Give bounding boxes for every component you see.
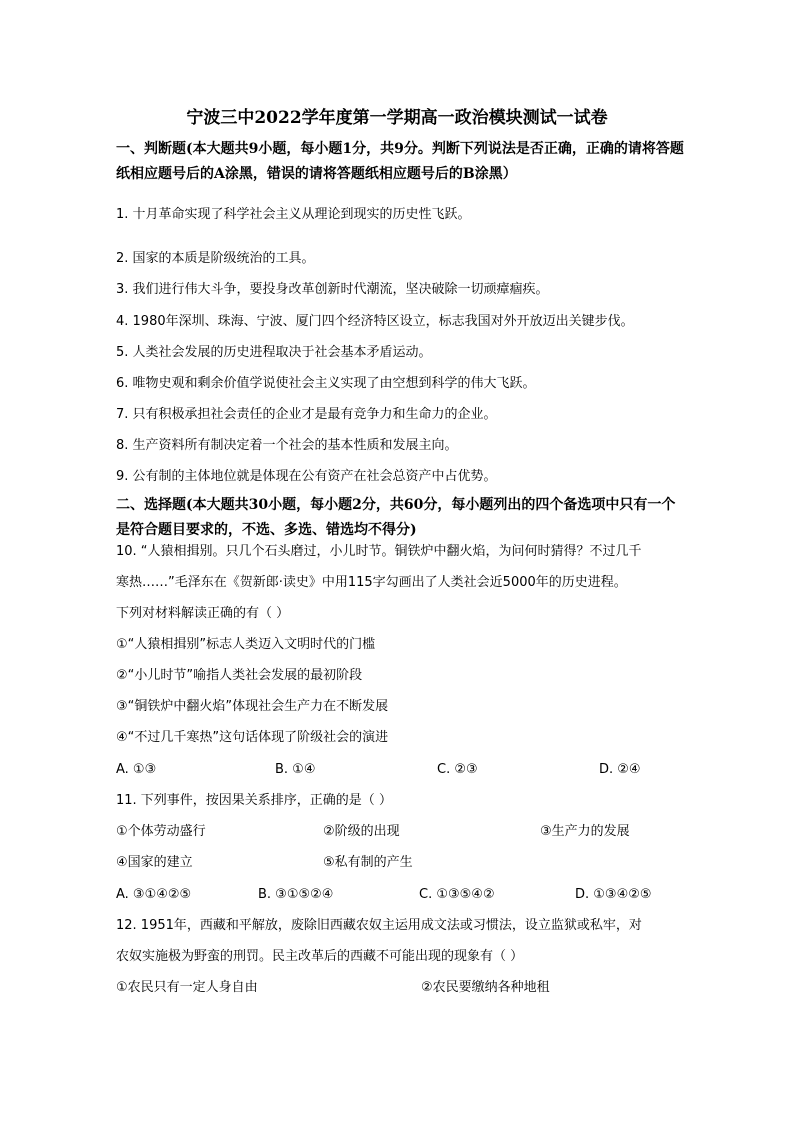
q10-option-b: B. ①④ (275, 762, 316, 777)
section1-heading: 一、判断题(本大题共9小题，每小题1分，共9分。判断下列说法是否正确，正确的请将答题纸相应题号后的A涂黑，错误的请将答题纸相应题号后的B涂黑） (116, 141, 684, 182)
q10-option-c: C. ②③ (437, 762, 478, 777)
q10-item-4: ④“不过几千寒热”这句话体现了阶级社会的演进 (116, 730, 389, 745)
q10-option-d: D. ②④ (599, 762, 641, 777)
q10-item-3: ③“铜铁炉中翻火焰”体现社会生产力在不断发展 (116, 699, 389, 714)
q12-item-2: ②农民要缴纳各种地租 (421, 980, 550, 995)
q11-option-c: C. ①③⑤④② (419, 887, 495, 902)
judgment-item-1: 1. 十月革命实现了科学社会主义从理论到现实的历史性飞跃。 (116, 207, 471, 222)
q10-stem-line3: 下列对材料解读正确的有（ ） (116, 606, 290, 621)
judgment-item-5: 5. 人类社会发展的历史进程取决于社会基本矛盾运动。 (116, 345, 432, 360)
judgment-item-9: 9. 公有制的主体地位就是体现在公有资产在社会总资产中占优势。 (116, 469, 497, 484)
q11-item-2: ②阶级的出现 (323, 824, 400, 839)
q11-option-a: A. ③①④②⑤ (116, 887, 192, 902)
q12-stem-line1: 12. 1951年，西藏和平解放，废除旧西藏农奴主运用成文法或习惯法，设立监狱或私牢，对 (116, 918, 642, 933)
q10-item-1: ①“人猿相揖别”标志人类迈入文明时代的门槛 (116, 637, 376, 652)
q11-item-4: ④国家的建立 (116, 855, 193, 870)
judgment-item-2: 2. 国家的本质是阶级统治的工具。 (116, 251, 315, 266)
q11-item-5: ⑤私有制的产生 (323, 855, 413, 870)
q10-option-a: A. ①③ (116, 762, 157, 777)
judgment-item-8: 8. 生产资料所有制决定着一个社会的基本性质和发展主向。 (116, 438, 458, 453)
q10-stem-line1: 10. “人猿相揖别。只几个石头磨过，小儿时节。铜铁炉中翻火焰，为问何时猜得？不过几千 (116, 544, 642, 559)
q11-item-1: ①个体劳动盛行 (116, 824, 206, 839)
q12-item-1: ①农民只有一定人身自由 (116, 980, 258, 995)
judgment-item-6: 6. 唯物史观和剩余价值学说使社会主义实现了由空想到科学的伟大飞跃。 (116, 376, 536, 391)
q12-stem-line2: 农奴实施极为野蛮的刑罚。民主改革后的西藏不可能出现的现象有（ ） (116, 949, 524, 964)
q11-option-d: D. ①③④②⑤ (575, 887, 652, 902)
section2-heading: 二、选择题(本大题共30小题，每小题2分，共60分，每小题列出的四个备选项中只有一个是符合题目要求的，不选、多选、错选均不得分) (116, 497, 676, 538)
q11-option-b: B. ③①⑤②④ (258, 887, 334, 902)
judgment-item-7: 7. 只有积极承担社会责任的企业才是最有竞争力和生命力的企业。 (116, 407, 497, 422)
judgment-item-4: 4. 1980年深圳、珠海、宁波、厦门四个经济特区设立，标志我国对外开放迈出关键步伐。 (116, 314, 634, 329)
q10-item-2: ②“小儿时节”喻指人类社会发展的最初阶段 (116, 668, 363, 683)
q10-stem-line2: 寒热……”毛泽东在《贺新郎·读史》中用115字勾画出了人类社会近5000年的历史进程。 (116, 575, 627, 590)
exam-title: 宁波三中2022学年度第一学期高一政治模块测试一试卷 (186, 108, 608, 128)
q11-item-3: ③生产力的发展 (540, 824, 630, 839)
judgment-item-3: 3. 我们进行伟大斗争，要投身改革创新时代潮流，坚决破除一切顽瘴痼疾。 (116, 282, 549, 297)
q11-stem: 11. 下列事件，按因果关系排序，正确的是（ ） (116, 793, 392, 808)
